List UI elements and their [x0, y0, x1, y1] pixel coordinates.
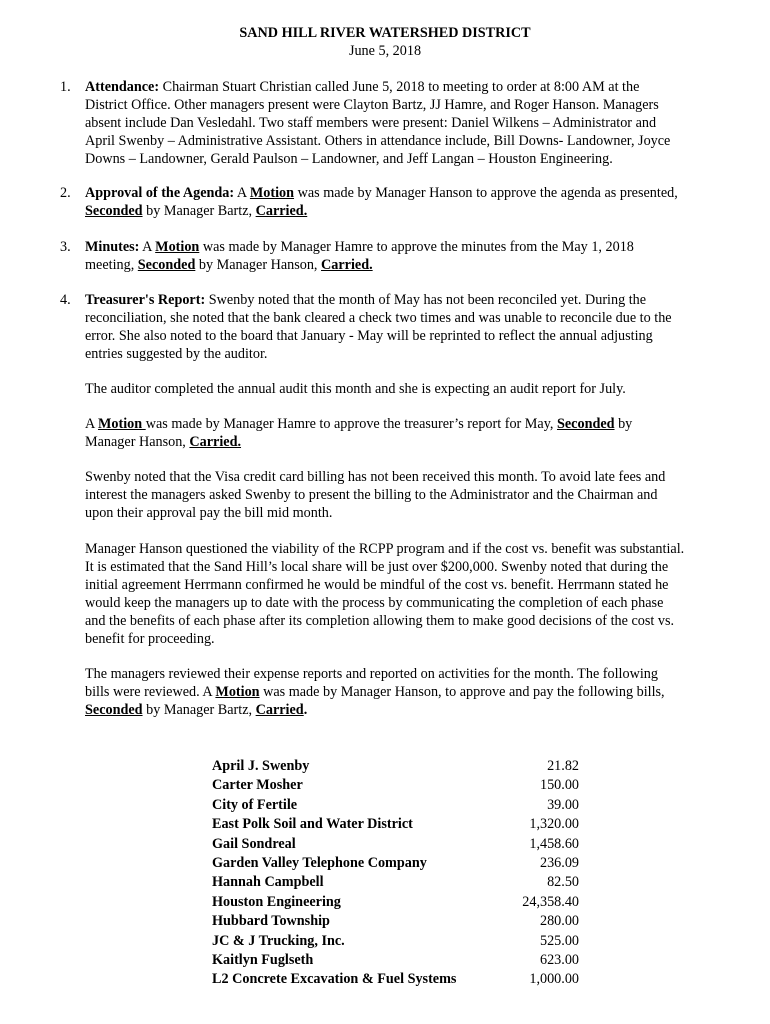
table-row — [212, 912, 582, 931]
carried-label: Carried — [255, 702, 304, 718]
seconded-label: Seconded — [85, 702, 143, 718]
item-number: 2. — [60, 185, 71, 201]
table-row — [212, 951, 582, 970]
bill-amount: 1,320.00 — [529, 816, 579, 833]
item-heading: Minutes: — [85, 239, 140, 255]
table-row — [212, 815, 582, 834]
payee-name: City of Fertile — [212, 796, 298, 813]
bill-amount: 39.00 — [547, 796, 579, 813]
payee-name: L2 Concrete Excavation & Fuel Systems — [212, 971, 457, 988]
audit-paragraph: The auditor completed the annual audit this month and she is expecting an audit report for July. — [85, 381, 626, 397]
seconded-label: Seconded — [556, 416, 615, 432]
item-body — [85, 78, 685, 168]
bill-amount: 82.50 — [547, 874, 579, 891]
payee-name: Houston Engineering — [212, 893, 341, 910]
table-row — [212, 835, 582, 854]
payee-name: April J. Swenby — [212, 758, 310, 774]
bill-amount: 1,000.00 — [529, 971, 579, 988]
bills-table — [212, 757, 582, 990]
carried-label: Carried. — [189, 434, 242, 450]
visa-paragraph: Swenby noted that the Visa credit card billing has not been received this month. To avoid late fees and interest the managers asked Swenby to present the billing to the Administrator and the Chairman and upon their approval pay the bill mid month. — [85, 469, 666, 521]
item-text: A — [234, 185, 250, 201]
table-row — [212, 854, 582, 873]
bill-amount: 1,458.60 — [529, 835, 579, 852]
table-row — [212, 893, 582, 912]
item-heading: Treasurer's Report: — [85, 292, 206, 308]
motion-label: Motion — [155, 239, 200, 255]
document-title: SAND HILL RIVER WATERSHED DISTRICT — [239, 25, 531, 41]
payee-name: Gail Sondreal — [212, 835, 296, 852]
item-body — [85, 184, 685, 220]
item-text: Swenby noted that the month of May has not been reconciled yet. During the reconciliation, she noted that the bank cleared a check two times and was unable to reconcile due to the error. She also noted to the board that January - May will be reprinted to reflect the annual adjusting entries suggested by the auditor. — [85, 292, 672, 362]
meeting-date: June 5, 2018 — [348, 43, 422, 59]
bill-amount: 525.00 — [539, 932, 579, 949]
table-row — [212, 757, 582, 776]
para-text: was made by Manager Hanson, to approve and pay the following bills, — [259, 684, 665, 700]
item-text: A — [139, 239, 156, 255]
para-text: was made by Manager Hamre to approve the treasurer’s report for May, — [145, 416, 557, 432]
table-row — [212, 873, 582, 892]
para-text: The managers reviewed their expense reports and reported on activities for the month. The following bills were reviewed. A — [85, 666, 658, 700]
payee-name: Carter Mosher — [212, 777, 303, 794]
carried-label: Carried. — [321, 257, 373, 273]
motion-label: Motion — [249, 185, 295, 201]
payee-name: JC & J Trucking, Inc. — [212, 932, 345, 949]
bill-amount: 236.09 — [539, 854, 579, 871]
payee-name: Garden Valley Telephone Company — [212, 854, 427, 871]
payee-name: Hubbard Township — [212, 913, 330, 930]
bills-motion-paragraph — [85, 665, 685, 719]
item-text: by Manager Bartz, — [142, 203, 256, 219]
item-text: was made by Manager Hanson to approve the agenda as presented, — [294, 185, 678, 201]
payee-name: East Polk Soil and Water District — [212, 816, 413, 833]
para-text: by Manager Hanson, — [85, 416, 633, 450]
item-body — [85, 238, 685, 274]
para-text: by Manager Bartz, — [142, 702, 256, 718]
item-number: 1. — [60, 79, 71, 95]
para-text: A — [85, 416, 99, 432]
carried-label: Carried. — [255, 203, 308, 219]
seconded-label: Seconded — [85, 203, 143, 219]
bill-amount: 150.00 — [539, 777, 579, 794]
item-number: 4. — [60, 292, 71, 308]
para-text: . — [303, 702, 308, 718]
payee-name: Kaitlyn Fuglseth — [212, 951, 314, 968]
bill-amount: 280.00 — [539, 913, 579, 930]
table-row — [212, 970, 582, 989]
rcpp-paragraph: Manager Hanson questioned the viability of the RCPP program and if the cost vs. benefit was substantial. It is estimated that the Sand Hill’s local share will be just over $200,000. Swenby noted that during the initial agreement Herrmann confirmed he would be mindful of the cost vs. benefit. Herrmann stated he would keep the managers up to date with the process by communicating the completion of each phase and the benefits of each phase after its completion allowing them to make good decisions of the cost vs. benefit for proceeding. — [85, 541, 685, 647]
table-row — [212, 932, 582, 951]
item-number: 3. — [60, 239, 71, 255]
item-heading: Approval of the Agenda: — [85, 185, 235, 201]
treasurer-motion-paragraph — [85, 415, 685, 451]
table-row — [212, 796, 582, 815]
motion-label: Motion — [98, 416, 146, 432]
payee-name: Hannah Campbell — [212, 874, 324, 891]
bill-amount: 623.00 — [539, 951, 579, 968]
motion-label: Motion — [215, 684, 260, 700]
table-row — [212, 776, 582, 795]
item-heading: Attendance: — [85, 79, 160, 95]
bill-amount: 21.82 — [547, 758, 579, 774]
item-body — [85, 291, 685, 363]
item-text: by Manager Hanson, — [195, 257, 322, 273]
bill-amount: 24,358.40 — [522, 893, 579, 910]
item-text: Chairman Stuart Christian called June 5, 2018 to meeting to order at 8:00 AM at the District Office. Other managers present were Clayton Bartz, JJ Hamre, and Roger Hanson. Managers absent include Dan Vesledahl. Two staff members were present: Daniel Wilkens – Administrator and April Swenby – Administrative Assistant. Others in attendance include, Bill Downs- Landowner, Joyce Downs – Landowner, Gerald Paulson – Landowner, and Jeff Langan – Houston Engineering. — [85, 79, 671, 167]
seconded-label: Seconded — [137, 257, 196, 273]
item-text: was made by Manager Hamre to approve the minutes from the May 1, 2018 meeting, — [85, 239, 634, 273]
